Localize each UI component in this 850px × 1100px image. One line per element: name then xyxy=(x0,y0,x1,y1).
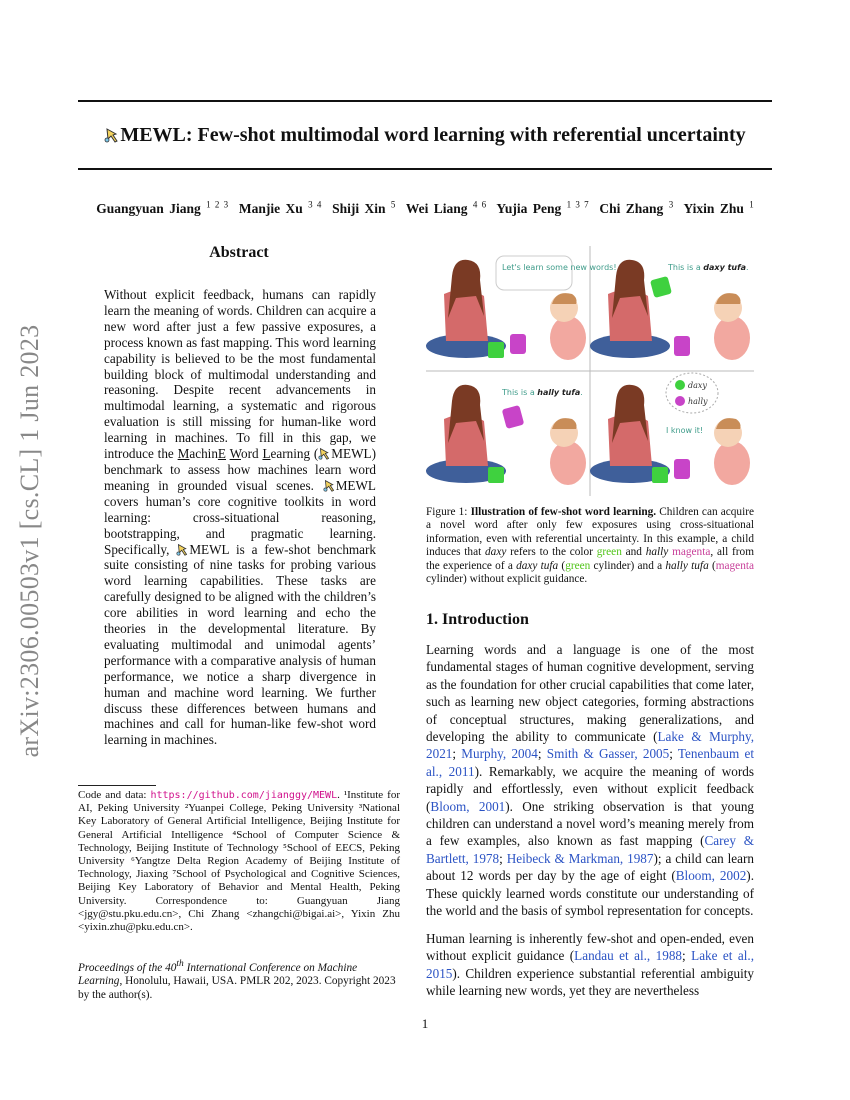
thought-bubble xyxy=(666,373,718,413)
green-cylinder xyxy=(488,467,504,483)
green-cylinder xyxy=(488,342,504,358)
top-rule xyxy=(78,100,772,102)
mewl-logo-icon xyxy=(104,127,120,143)
page-number: 1 xyxy=(421,1016,429,1031)
green-cylinder xyxy=(650,276,672,298)
speech-bubble-text: This is a hally tufa. xyxy=(502,388,583,397)
author: Manjie Xu $^{3 4}$ xyxy=(238,199,322,216)
mewl-logo-icon xyxy=(176,543,189,556)
author: Yixin Zhu $^1$ xyxy=(683,199,754,216)
panel-top-left xyxy=(426,256,617,360)
paper-title: MEWL: Few-shot multimodal word learning with referential uncertainty xyxy=(78,124,772,147)
magenta-cylinder xyxy=(502,405,525,429)
citation-link[interactable]: Lake et al., 2015 xyxy=(426,948,755,981)
abstract-heading: Abstract xyxy=(209,244,269,261)
citation-link[interactable]: Bloom, 2001 xyxy=(430,798,506,814)
author: Shiji Xin $^5$ xyxy=(332,199,396,216)
speech-bubble-text: I know it! xyxy=(666,426,704,435)
citation-link[interactable]: Carey & Bartlett, 1978 xyxy=(426,833,754,866)
footnote-rule xyxy=(78,785,156,786)
introduction-heading: 1. Introduction xyxy=(426,611,529,628)
panel-bottom-right xyxy=(590,373,750,485)
panel-bottom-left xyxy=(426,385,586,485)
arxiv-identifier: arXiv:2306.00503v1 [cs.CL] 1 Jun 2023 xyxy=(15,324,44,758)
mewl-logo-icon xyxy=(323,479,336,492)
author: Yujia Peng $^{1 3 7}$ xyxy=(496,199,589,216)
svg-text:Let's learn some new words! xyxy=(502,263,617,272)
code-link[interactable]: https://github.com/jianggy/MEWL xyxy=(150,790,338,801)
citation-link[interactable]: Landau et al., 1988 xyxy=(574,948,683,964)
magenta-cylinder xyxy=(510,334,526,354)
footnote: Code and data: https://github.com/jianggy/MEWL. ¹Institute for AI, Peking University ²Yuanpei College, Peking University ³National Key Laboratory of General Artificial Intelligence, Beijing Institute for General Artificial Intelligence ⁴School of Computer Science & Technology, Beijing Institute of Technology ⁵School of EECS, Peking University ⁶Yangtze Delta Region Academy of Beijing Institute of Technology, Jiaxing ⁷School of Psychological and Cognitive Sciences, Beijing Key Laboratory of Behavior and Mental Health, Peking University. Correspondence to: Guangyuan Jiang <jgy@stu.pku.edu.cn>, Chi Zhang <zhangchi@bigai.ai>, Yixin Zhu <yixin.zhu@pku.edu.cn>. xyxy=(78,789,400,934)
mewl-logo-icon xyxy=(318,447,331,460)
title-bottom-rule xyxy=(78,168,772,170)
figure-caption: Figure 1: Illustration of few-shot word learning. Children can acquire a novel word after only few exposures using cross-situational information, even with referential uncertainty. In this example, a child induces that daxy refers to the color green and hally magenta, all from the experience of a daxy tufa (green cylinder) and a hally tufa (magenta cylinder) without explicit guidance. xyxy=(426,506,754,586)
citation-link[interactable]: Tenenbaum et al., 2011 xyxy=(426,746,754,779)
thought-bubble-text: hally xyxy=(688,397,708,406)
thought-bubble-text: daxy xyxy=(688,381,707,390)
green-cylinder xyxy=(652,467,668,483)
citation-link[interactable]: Lake & Murphy, 2021 xyxy=(426,729,755,762)
figure-1-illustration xyxy=(426,246,754,496)
author: Guangyuan Jiang $^{1 2 3}$ xyxy=(96,199,229,216)
author: Chi Zhang $^3$ xyxy=(599,199,674,216)
speech-bubble-text: Let's learn some new words! xyxy=(502,263,617,272)
speech-bubble-text: This is a daxy tufa. xyxy=(668,263,749,272)
abstract-body: Without explicit feedback, humans can rapidly learn the meaning of words. Children can acquire a new word after just a few passive exposures, a process known as fast mapping. This word learning capability is believed to be the most fundamental building block of multimodal understanding and reasoning. Despite recent advancements in multimodal learning, a systematic and rigorous evaluation is still missing for human-like word learning in machines. To fill in this gap, we introduce the MachinE Word Learning ( MEWL) benchmark to assess how machines learn word meaning in grounded visual scenes. MEWL covers human’s core cognitive toolkits in word learning: cross-situational reasoning, bootstrapping, and pragmatic learning. Specifically, MEWL is a few-shot benchmark suite consisting of nine tasks for probing various word learning capabilities. These tasks are carefully designed to be aligned with the children’s core abilities in word learning and echo the theories in the developmental literature. By evaluating multimodal and unimodal agents’ performance with a comparative analysis of human performance, we notice a sharp divergence in human and machine word learning. We further discuss these differences between humans and machines and call for human-like few-shot word learning in machines. xyxy=(104,287,377,748)
intro-paragraph-2: Human learning is inherently few-shot and open-ended, even without explicit guidance (Landau et al., 1988; Lake et al., 2015). Children experience substantial referential ambiguity while learning new words, yet they are nevertheless xyxy=(426,931,755,999)
author: Wei Liang $^{4 6}$ xyxy=(405,199,487,216)
author-list xyxy=(78,199,772,217)
magenta-cylinder xyxy=(674,459,690,479)
panel-top-right xyxy=(590,260,750,360)
citation-link[interactable]: Murphy, 2004 xyxy=(461,746,538,762)
citation-link[interactable]: Smith & Gasser, 2005 xyxy=(546,746,670,762)
citation-link[interactable]: Bloom, 2002 xyxy=(675,868,747,884)
intro-paragraph-1: Learning words and a language is one of the most fundamental stages of human cognitive development, serving as the foundation for other crucial capabilities that come later, such as learning new object categories, forming abstractions of conceptual structures, making generalizations, and developing the ability to communicate (Lake & Murphy, 2021; Murphy, 2004; Smith & Gasser, 2005; Tenenbaum et al., 2011). Remarkably, we acquire the meaning of words rapidly and effortlessly, even without explicit feedback (Bloom, 2001). One striking observation is that young children can understand a novel word’s meaning merely from a few examples, also known as fast mapping (Carey & Bartlett, 1978; Heibeck & Markman, 1987); a child can learn about 12 words per day by the age of eight (Bloom, 2002). These quickly learned words constitute our understanding of the world and the basis of symbol representation for concepts. xyxy=(426,642,755,919)
citation-link[interactable]: Heibeck & Markman, 1987 xyxy=(506,850,654,866)
magenta-cylinder xyxy=(674,336,690,356)
proceedings-note: Proceedings of the 40th International Conference on Machine Learning, Honolulu, Hawaii, USA. PMLR 202, 2023. Copyright 2023 by the author(s). xyxy=(78,959,396,1001)
